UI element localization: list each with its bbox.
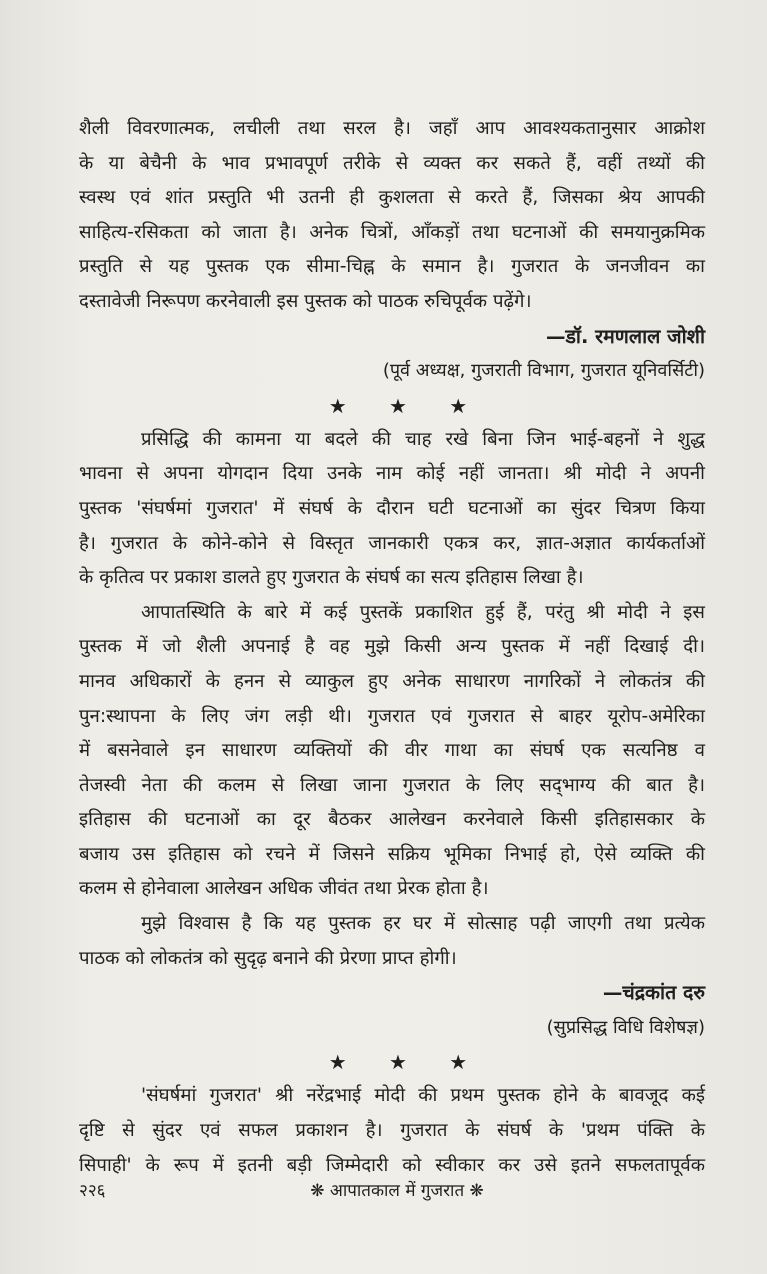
- text-line: बजाय उस इतिहास को रचने में जिसने सक्रिय भूमिका निभाई हो, ऐसे व्यक्ति की: [79, 843, 705, 865]
- separator-stars: ★ ★ ★: [328, 1050, 486, 1075]
- separator-stars: ★ ★ ★: [328, 393, 486, 418]
- text-line: साहित्य-रसिकता को जाता है। अनेक चित्रों, आँकड़ों तथा घटनाओं की समयानुक्रमिक: [79, 221, 705, 243]
- text-line: तेजस्वी नेता की कलम से लिखा जाना गुजरात के लिए सद्‌भाग्य की बात है।: [79, 774, 705, 796]
- text-line: शैली विवरणात्मक, लचीली तथा सरल है। जहाँ आप आवश्यकतानुसार आक्रोश: [79, 118, 705, 139]
- page-footer: [79, 1178, 705, 1208]
- text-line: के या बेचैनी के भाव प्रभावपूर्ण तरीके से व्यक्त कर सकते हैं, वहीं तथ्यों की: [79, 152, 705, 174]
- text-line: प्रस्तुति से यह पुस्तक एक सीमा-चिह्न के समान है। गुजरात के जनजीवन का: [79, 256, 705, 278]
- text-line: स्वस्थ एवं शांत प्रस्तुति भी उतनी ही कुशलता से करते हैं, जिसका श्रेय आपकी: [79, 187, 705, 209]
- text-line: पुस्तक 'संघर्षमां गुजरात' में संघर्ष के दौरान घटी घटनाओं का सुंदर चित्रण किया: [79, 497, 705, 519]
- text-line: में बसनेवाले इन साधारण व्यक्तियों की वीर गाथा का संघर्ष एक सत्यनिष्ठ व: [79, 740, 705, 762]
- text-line: दृष्टि से सुंदर एवं सफल प्रकाशन है। गुजरात के संघर्ष के 'प्रथम पंक्ति के: [79, 1120, 705, 1142]
- signature-daru: —चंद्रकांत दरु: [602, 981, 705, 1005]
- text-line: पाठक को लोकतंत्र को सुदृढ़ बनाने की प्रेरणा प्राप्त होगी।: [79, 947, 457, 969]
- text-line: 'संघर्षमां गुजरात' श्री नरेंद्रभाई मोदी की प्रथम पुस्तक होने के बावजूद कई: [141, 1085, 705, 1107]
- review-joshi: [79, 112, 705, 389]
- text-line: पुन:स्थापना के लिए जंग लड़ी थी। गुजरात एवं गुजरात से बाहर यूरोप-अमेरिका: [79, 705, 705, 727]
- text-line: है। गुजरात के कोने-कोने से विस्तृत जानकारी एकत्र कर, ज्ञात-अज्ञात कार्यकर्ताओं: [79, 532, 705, 554]
- text-line: के कृतित्व पर प्रकाश डालते हुए गुजरात के संघर्ष का सत्य इतिहास लिखा है।: [79, 567, 584, 589]
- affiliation-daru: (सुप्रसिद्ध विधि विशेषज्ञ): [546, 1016, 705, 1038]
- running-head: ❋ आपातकाल में गुजरात ❋: [310, 1181, 484, 1201]
- signature-joshi: —डॉ. रमणलाल जोशी: [545, 324, 705, 348]
- page-body: [79, 112, 705, 1183]
- review-daru: [79, 423, 705, 1046]
- text-line: प्रसिद्धि की कामना या बदले की चाह रखे बिना जिन भाई-बहनों ने शुद्ध: [141, 428, 705, 450]
- text-line: सिपाही' के रूप में इतनी बड़ी जिम्मेदारी को स्वीकार कर उसे इतने सफलतापूर्वक: [79, 1154, 705, 1176]
- text-line: इतिहास की घटनाओं का दूर बैठकर आलेखन करनेवाले किसी इतिहासकार के: [79, 809, 705, 831]
- text-line: मानव अधिकारों के हनन से व्याकुल हुए अनेक साधारण नागरिकों ने लोकतंत्र की: [79, 670, 705, 692]
- text-line: मुझे विश्वास है कि यह पुस्तक हर घर में सोत्साह पढ़ी जाएगी तथा प्रत्येक: [141, 913, 705, 935]
- text-line: दस्तावेजी निरूपण करनेवाली इस पुस्तक को पाठक रुचिपूर्वक पढ़ेंगे।: [79, 290, 532, 312]
- affiliation-joshi: (पूर्व अध्यक्ष, गुजराती विभाग, गुजरात यूनिवर्सिटी): [382, 360, 705, 382]
- text-line: पुस्तक में जो शैली अपनाई है वह मुझे किसी अन्य पुस्तक में नहीं दिखाई दी।: [79, 636, 705, 658]
- review-third: [79, 1079, 705, 1183]
- text-line: आपातस्थिति के बारे में कई पुस्तकें प्रकाशित हुई हैं, परंतु श्री मोदी ने इस: [141, 601, 705, 623]
- text-line: कलम से होनेवाला आलेखन अधिक जीवंत तथा प्रेरक होता है।: [79, 878, 489, 900]
- page-number: २२६: [79, 1181, 106, 1201]
- text-line: भावना से अपना योगदान दिया उनके नाम कोई नहीं जानता। श्री मोदी ने अपनी: [79, 463, 705, 485]
